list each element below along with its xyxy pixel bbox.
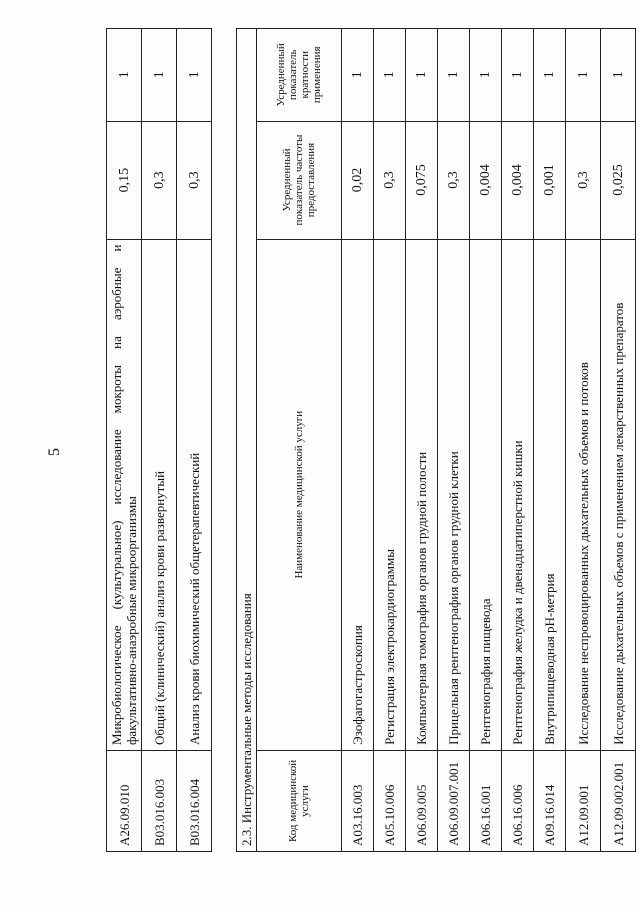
frequency-value: 0,3: [566, 121, 601, 239]
frequency-value: 0,075: [406, 121, 438, 239]
multiplicity-value: 1: [566, 29, 601, 122]
table-row: [342, 29, 374, 852]
rotated-content: [40, 32, 626, 872]
service-code: A26.09.010: [107, 751, 142, 852]
service-name: Эзофагогастроскопия: [342, 239, 374, 750]
table-row: [177, 29, 212, 852]
multiplicity-value: 1: [342, 29, 374, 122]
service-code: B03.016.003: [142, 751, 177, 852]
frequency-value: 0,004: [502, 121, 534, 239]
header-multiplicity: Усредненный показатель кратности применения: [257, 29, 342, 122]
service-name: Рентгенография пищевода: [470, 239, 502, 750]
multiplicity-value: 1: [177, 29, 212, 122]
multiplicity-value: 1: [142, 29, 177, 122]
table-row: [406, 29, 438, 852]
frequency-value: 0,15: [107, 121, 142, 239]
service-name: Прицельная рентгенография органов грудной клетки: [438, 239, 470, 750]
table-row: [470, 29, 502, 852]
service-code: A12.09.001: [566, 750, 601, 851]
header-row: [257, 29, 342, 852]
service-code: A05.10.006: [374, 750, 406, 851]
table-row: [107, 29, 142, 852]
table-row: [601, 29, 636, 852]
service-code: A06.09.005: [406, 750, 438, 851]
service-code: B03.016.004: [177, 751, 212, 852]
service-code: A06.16.001: [470, 750, 502, 851]
frequency-value: 0,02: [342, 121, 374, 239]
multiplicity-value: 1: [502, 29, 534, 122]
top-services-table: [106, 28, 212, 852]
frequency-value: 0,004: [470, 121, 502, 239]
service-code: A06.09.007.001: [438, 750, 470, 851]
service-name: Регистрация электрокардиограммы: [374, 239, 406, 750]
service-name: Внутрипищеводная pH-метрия: [534, 239, 566, 750]
frequency-value: 0,3: [142, 121, 177, 239]
table-row: [142, 29, 177, 852]
table-row: [374, 29, 406, 852]
table-row: [502, 29, 534, 852]
header-frequency: Усредненный показатель частоты предоставления: [257, 121, 342, 239]
service-name: Исследование неспровоцированных дыхательных объемов и потоков: [566, 239, 601, 750]
table-row: [534, 29, 566, 852]
multiplicity-value: 1: [601, 29, 636, 122]
multiplicity-value: 1: [534, 29, 566, 122]
frequency-value: 0,3: [438, 121, 470, 239]
service-code: A12.09.002.001: [601, 750, 636, 851]
section-row: [237, 29, 257, 852]
section-title: 2.3. Инструментальные методы исследования: [237, 29, 257, 852]
service-name: Рентгенография желудка и двенадцатиперстной кишки: [502, 239, 534, 750]
service-name: Исследование дыхательных объемов с применением лекарственных препаратов: [601, 239, 636, 750]
service-name: Микробиологическое (культуральное) исследование мокроты на аэробные и факультативно-анаэробные микроорганизмы: [107, 239, 142, 750]
service-code: A03.16.003: [342, 750, 374, 851]
multiplicity-value: 1: [406, 29, 438, 122]
frequency-value: 0,001: [534, 121, 566, 239]
service-name: Анализ крови биохимический общетерапевтический: [177, 239, 212, 750]
frequency-value: 0,025: [601, 121, 636, 239]
multiplicity-value: 1: [374, 29, 406, 122]
service-code: A06.16.006: [502, 750, 534, 851]
header-code: Код медицинской услуги: [257, 750, 342, 851]
multiplicity-value: 1: [470, 29, 502, 122]
frequency-value: 0,3: [374, 121, 406, 239]
page-number: 5: [46, 448, 63, 456]
multiplicity-value: 1: [107, 29, 142, 122]
multiplicity-value: 1: [438, 29, 470, 122]
table-row: [566, 29, 601, 852]
table-row: [438, 29, 470, 852]
service-code: A09.16.014: [534, 750, 566, 851]
header-name: Наименование медицинской услуги: [257, 239, 342, 750]
frequency-value: 0,3: [177, 121, 212, 239]
service-name: Общий (клинический) анализ крови развернутый: [142, 239, 177, 750]
instrumental-methods-table: [236, 28, 636, 852]
service-name: Компьютерная томография органов грудной полости: [406, 239, 438, 750]
